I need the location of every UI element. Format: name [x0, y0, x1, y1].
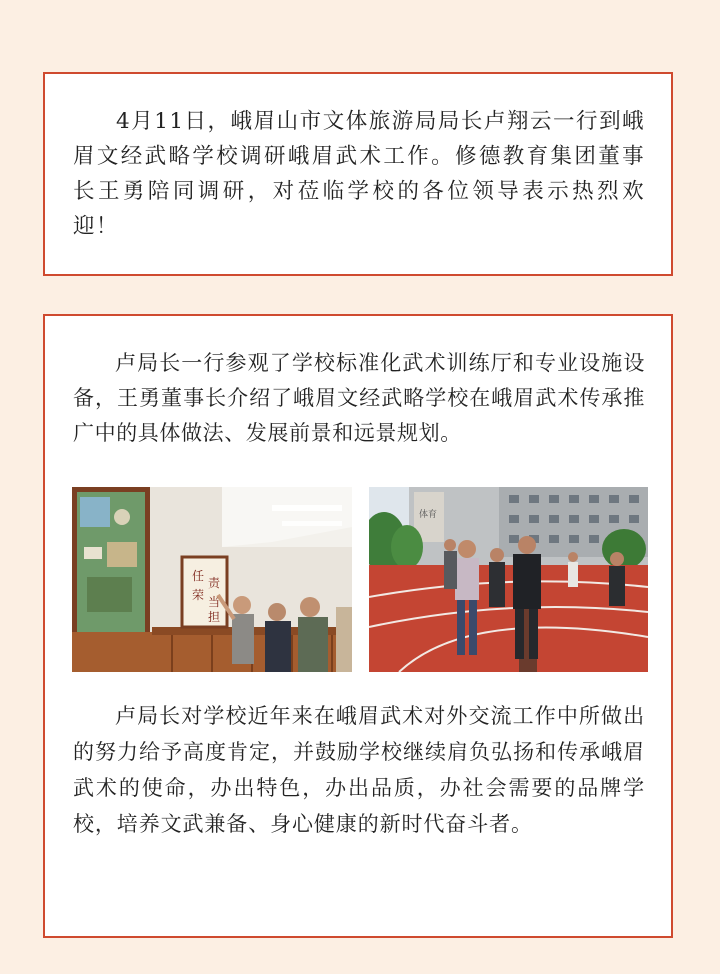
intro-paragraph: 4月11日，峨眉山市文体旅游局局长卢翔云一行到峨眉文经武略学校调研峨眉武术工作。修德教育集团董事长王勇陪同调研，对莅临学校的各位领导表示热烈欢迎！ — [73, 109, 645, 239]
campus-walk-photo — [369, 487, 648, 672]
intro-card — [43, 72, 673, 276]
visit-paragraph-2: 卢局长对学校近年来在峨眉武术对外交流工作中所做出的努力给予高度肯定，并鼓励学校继续肩负弘扬和传承峨眉武术的使命，办出特色，办出品质，办社会需要的品牌学校，培养文武兼备、身心健康的新时代奋斗者。 — [73, 704, 645, 836]
calligraphy-char-2: 荣 — [192, 588, 205, 602]
calligraphy-char-1: 任 — [192, 569, 205, 583]
visit-card — [43, 314, 673, 938]
building-sign: 体育 — [419, 510, 438, 520]
calligraphy-char-4: 当 — [208, 595, 221, 609]
visit-paragraph-1: 卢局长一行参观了学校标准化武术训练厅和专业设施设备，王勇董事长介绍了峨眉文经武略学校在峨眉武术传承推广中的具体做法、发展前景和远景规划。 — [73, 351, 645, 445]
calligraphy-char-5: 担 — [208, 610, 221, 624]
training-hall-photo — [72, 487, 352, 672]
calligraphy-char-3: 责 — [208, 576, 221, 590]
